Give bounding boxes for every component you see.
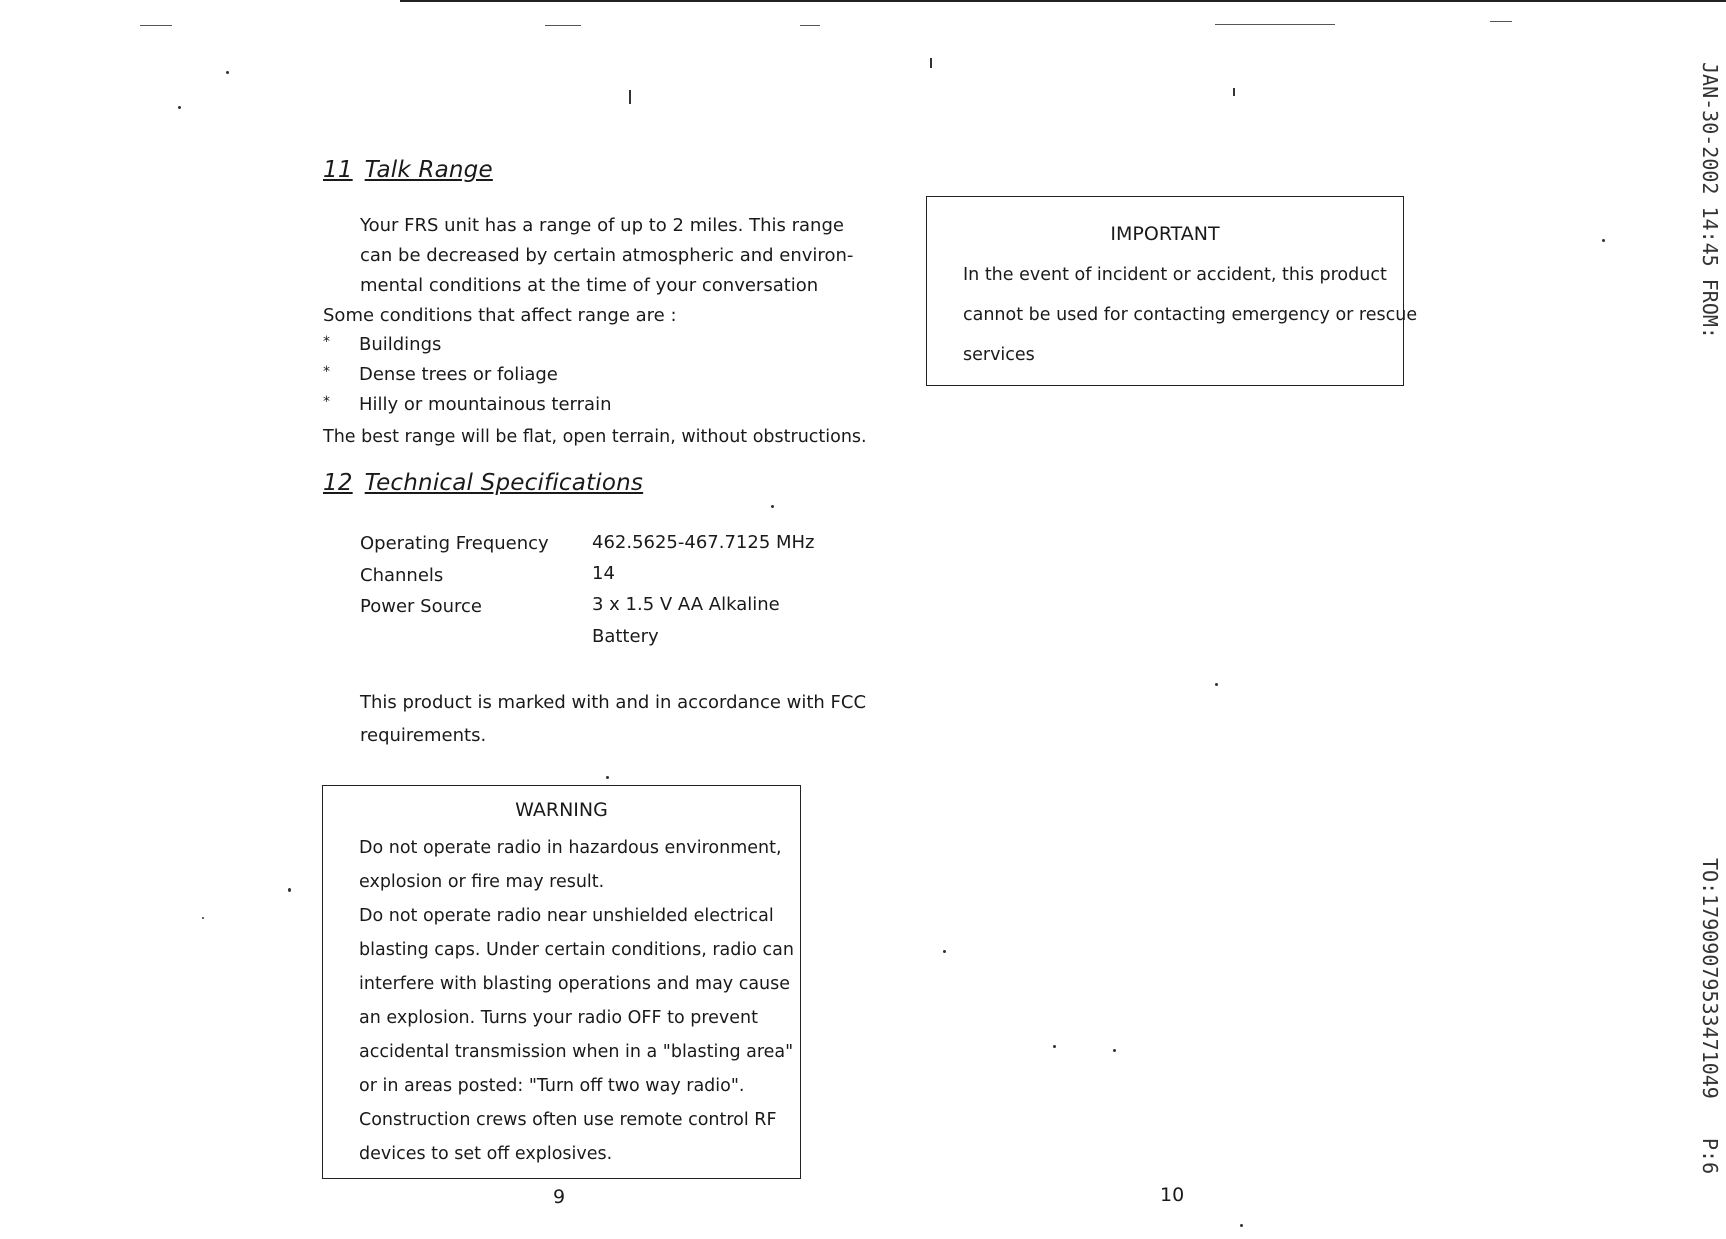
warning-line: Do not operate radio near unshielded electrical — [359, 906, 774, 926]
important-line: services — [963, 345, 1035, 365]
scan-artifact — [545, 25, 581, 26]
fcc-note-line: This product is marked with and in accordance with FCC — [360, 692, 867, 713]
talk-range-intro-line: mental conditions at the time of your conversation — [360, 275, 819, 296]
talk-range-intro — [360, 211, 853, 301]
scan-speck — [771, 505, 774, 508]
spec-value: 462.5625-467.7125 MHz — [592, 532, 815, 553]
scan-speck — [1113, 1049, 1116, 1052]
spec-label: Operating Frequency — [360, 533, 549, 554]
warning-title: WARNING — [515, 799, 608, 821]
scan-artifact — [1490, 21, 1512, 22]
warning-line: blasting caps. Under certain conditions, radio can — [359, 940, 794, 960]
warning-line: interfere with blasting operations and may cause — [359, 974, 791, 994]
condition-bullet — [323, 334, 441, 355]
section-11-title: Talk Range — [364, 157, 493, 183]
spec-label: Power Source — [360, 596, 482, 617]
scan-speck — [1215, 683, 1218, 686]
warning-line: devices to set off explosives. — [359, 1144, 613, 1164]
talk-range-intro-line: can be decreased by certain atmospheric and environ- — [360, 245, 854, 266]
condition-bullet — [323, 394, 611, 415]
condition-bullet — [323, 364, 558, 385]
page-number-right: 10 — [1160, 1184, 1185, 1206]
scan-speck — [178, 106, 181, 109]
condition-label: Buildings — [359, 334, 442, 355]
warning-line: Do not operate radio in hazardous environment, — [359, 838, 782, 858]
warning-box — [322, 785, 801, 1179]
scan-artifact — [1215, 24, 1335, 25]
warning-line: or in areas posted: "Turn off two way radio". — [359, 1076, 745, 1096]
fax-top-border — [400, 0, 1726, 2]
conditions-lead: Some conditions that affect range are : — [323, 305, 677, 326]
fcc-note — [360, 686, 866, 752]
scan-speck — [1602, 239, 1605, 242]
scan-artifact — [800, 25, 820, 26]
scan-speck — [288, 888, 291, 892]
warning-line: explosion or fire may result. — [359, 872, 605, 892]
warning-line: Construction crews often use remote control RF — [359, 1110, 777, 1130]
scan-speck — [226, 71, 229, 74]
scan-speck — [629, 90, 631, 104]
talk-range-intro-line: Your FRS unit has a range of up to 2 miles. This range — [360, 215, 844, 236]
warning-body — [359, 831, 794, 1171]
spec-value: 14 — [592, 563, 615, 584]
bullet-symbol: * — [323, 334, 330, 350]
scan-speck — [606, 776, 609, 779]
section-11-number: 11 — [323, 157, 353, 183]
section-12-title: Technical Specifications — [364, 470, 644, 496]
section-12-number: 12 — [323, 470, 353, 496]
fax-header-page-marker: P:6 — [1698, 1138, 1722, 1175]
bullet-symbol: * — [323, 394, 330, 410]
scan-speck — [202, 917, 204, 919]
important-line: cannot be used for contacting emergency or rescue — [963, 305, 1418, 325]
best-range-note: The best range will be flat, open terrain, without obstructions. — [323, 427, 867, 447]
bullet-symbol: * — [323, 364, 330, 380]
scan-speck — [1053, 1045, 1056, 1048]
warning-line: accidental transmission when in a "blasting area" — [359, 1042, 794, 1062]
important-body — [963, 255, 1417, 375]
important-title: IMPORTANT — [1110, 223, 1220, 245]
spec-value: 3 x 1.5 V AA Alkaline — [592, 594, 780, 615]
section-12-heading — [323, 470, 643, 496]
scan-speck — [930, 58, 932, 68]
important-box — [926, 196, 1418, 386]
fcc-note-line: requirements. — [360, 725, 487, 746]
warning-line: an explosion. Turns your radio OFF to prevent — [359, 1008, 758, 1028]
section-11-heading — [323, 157, 493, 183]
fax-header-date-from: JAN-30-2002 14:45 FROM: — [1698, 62, 1722, 339]
scan-speck — [1240, 1224, 1243, 1227]
spec-value-continuation: Battery — [592, 626, 659, 647]
page-number-left: 9 — [553, 1186, 566, 1208]
scan-speck — [943, 950, 946, 953]
spec-label: Channels — [360, 565, 444, 586]
scan-artifact — [140, 25, 172, 26]
scan-speck — [1233, 88, 1235, 96]
fax-header-to-number: TO:17909079533471049 — [1698, 858, 1722, 1099]
condition-label: Hilly or mountainous terrain — [359, 394, 612, 415]
important-line: In the event of incident or accident, this product — [963, 265, 1387, 285]
condition-label: Dense trees or foliage — [359, 364, 558, 385]
